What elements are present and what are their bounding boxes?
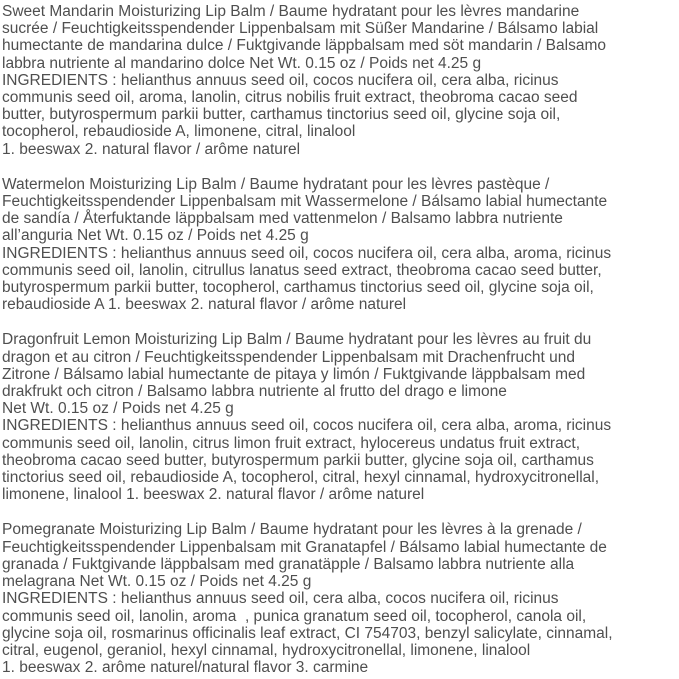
label-line: INGREDIENTS : helianthus annuus seed oil, cocos nucifera oil, cera alba, ricinus [2, 71, 559, 89]
label-line: Feuchtigkeitsspendender Lippenbalsam mit Granatapfel / Bálsamo labial humectante de [2, 538, 607, 556]
label-line: Pomegranate Moisturizing Lip Balm / Baume hydratant pour les lèvres à la grenade / [2, 521, 582, 539]
product-label-watermelon [2, 176, 679, 314]
label-line: communis seed oil, lanolin, citrus limon fruit extract, hylocereus undatus fruit extract, [2, 434, 581, 452]
label-line: Feuchtigkeitsspendender Lippenbalsam mit Wassermelone / Bálsamo labial humectante [2, 193, 608, 211]
label-line: granada / Fuktgivande läppbalsam med granatäpple / Balsamo labbra nutriente alla [2, 555, 575, 573]
label-line: glycine soja oil, rosmarinus officinalis leaf extract, CI 754703, benzyl salicylate, cinnamal, [2, 624, 613, 642]
label-line: tocopherol, rebaudioside A, limonene, citral, linalool [2, 123, 356, 141]
label-line: INGREDIENTS : helianthus annuus seed oil, cera alba, cocos nucifera oil, ricinus [2, 590, 559, 608]
label-line: butter, butyrospermum parkii butter, carthamus tinctorius seed oil, glycine soja oil, [2, 106, 561, 124]
label-line: drakfrukt och citron / Balsamo labbra nutriente al frutto del drago e limone [2, 383, 507, 401]
label-line: INGREDIENTS : helianthus annuus seed oil, cocos nucifera oil, cera alba, aroma, ricinus [2, 417, 612, 435]
label-line: humectante de mandarina dulce / Fuktgivande läppbalsam med söt mandarin / Balsamo [2, 37, 606, 55]
label-line: all’anguria Net Wt. 0.15 oz / Poids net 4.25 g [2, 227, 309, 245]
label-line: dragon et au citron / Feuchtigkeitsspendender Lippenbalsam mit Drachenfrucht und [2, 348, 575, 366]
label-line: Dragonfruit Lemon Moisturizing Lip Balm / Baume hydratant pour les lèvres au fruit du [2, 331, 592, 349]
label-line: 1. beeswax 2. natural flavor / arôme naturel [2, 140, 301, 158]
label-line: theobroma cacao seed butter, butyrospermum parkii butter, glycine soja oil, carthamus [2, 451, 594, 469]
label-line: Watermelon Moisturizing Lip Balm / Baume hydratant pour les lèvres pastèque / [2, 175, 550, 193]
label-line: INGREDIENTS : helianthus annuus seed oil, cocos nucifera oil, cera alba, aroma, ricinus [2, 244, 612, 262]
label-line: Sweet Mandarin Moisturizing Lip Balm / Baume hydratant pour les lèvres mandarine [2, 3, 580, 20]
label-line: de sandía / Återfuktande läppbalsam med vattenmelon / Balsamo labbra nutriente [2, 210, 563, 228]
label-line: citral, eugenol, geraniol, hexyl cinnamal, hydroxycitronellal, limonene, linalool [2, 641, 531, 659]
label-line: rebaudioside A 1. beeswax 2. natural flavor / arôme naturel [2, 296, 407, 314]
label-line: tinctorius seed oil, rebaudioside A, tocopherol, citral, hexyl cinnamal, hydroxycitronellal, [2, 469, 600, 487]
product-label-dragonfruit-lemon [2, 331, 679, 503]
product-label-pomegranate [2, 521, 679, 676]
label-line: butyrospermum parkii butter, tocopherol, carthamus tinctorius seed oil, glycine soja oil, [2, 279, 594, 297]
label-line: 1. beeswax 2. arôme naturel/natural flavor 3. carmine [2, 659, 369, 677]
label-line: labbra nutriente al mandarino dolce Net Wt. 0.15 oz / Poids net 4.25 g [2, 54, 482, 72]
label-line: Net Wt. 0.15 oz / Poids net 4.25 g [2, 400, 234, 418]
product-label-sweet-mandarin [2, 3, 679, 158]
label-line: melagrana Net Wt. 0.15 oz / Poids net 4.25 g [2, 573, 312, 591]
label-line: Zitrone / Bálsamo labial humectante de pitaya y limón / Fuktgivande läppbalsam med [2, 365, 586, 383]
label-line: sucrée / Feuchtigkeitsspendender Lippenbalsam mit Süßer Mandarine / Bálsamo labial [2, 20, 599, 38]
label-line: limonene, linalool 1. beeswax 2. natural flavor / arôme naturel [2, 486, 425, 504]
label-line: communis seed oil, lanolin, aroma , punica granatum seed oil, tocopherol, canola oil, [2, 607, 587, 625]
label-line: communis seed oil, lanolin, citrullus lanatus seed extract, theobroma cacao seed butter, [2, 261, 602, 279]
label-line: communis seed oil, aroma, lanolin, citrus nobilis fruit extract, theobroma cacao seed [2, 89, 578, 107]
